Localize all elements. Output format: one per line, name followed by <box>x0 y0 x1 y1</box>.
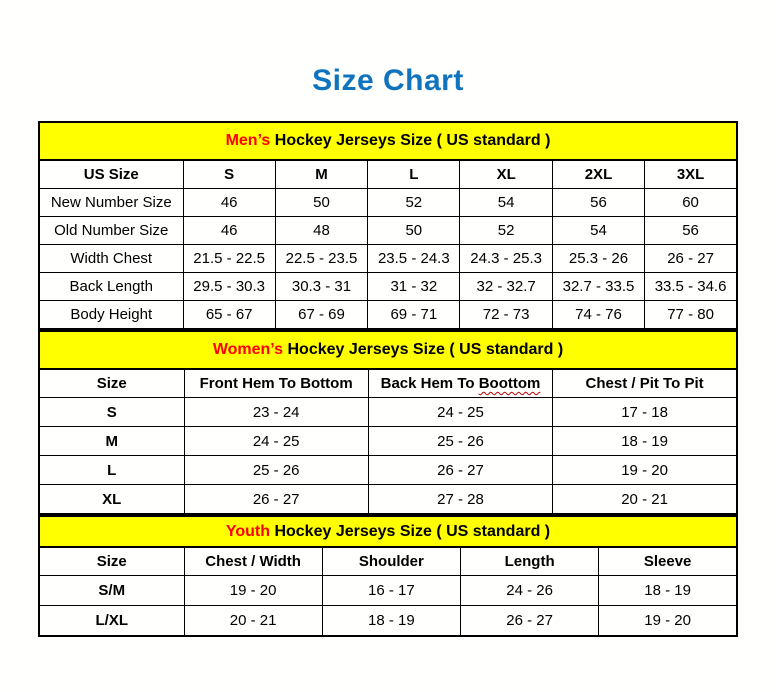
size-value-cell: 26 - 27 <box>461 606 599 637</box>
header-cell: 2XL <box>552 160 644 189</box>
size-value-cell: 26 - 27 <box>368 456 552 485</box>
size-value-cell: 69 - 71 <box>368 301 460 330</box>
table-row <box>39 606 737 637</box>
womens-banner-row <box>39 331 737 369</box>
size-value-cell: 19 - 20 <box>184 576 322 606</box>
size-value-cell: 30.3 - 31 <box>275 273 367 301</box>
table-row <box>39 427 737 456</box>
size-value-cell: 21.5 - 22.5 <box>183 245 275 273</box>
header-cell: M <box>275 160 367 189</box>
size-value-cell: 56 <box>552 189 644 217</box>
size-value-cell: 48 <box>275 217 367 245</box>
size-value-cell: 18 - 19 <box>553 427 737 456</box>
size-value-cell: 24 - 26 <box>461 576 599 606</box>
size-value-cell: 24.3 - 25.3 <box>460 245 552 273</box>
youth-banner-row <box>39 516 737 547</box>
size-value-cell: 22.5 - 23.5 <box>275 245 367 273</box>
size-value-cell: 33.5 - 34.6 <box>645 273 737 301</box>
header-cell: 3XL <box>645 160 737 189</box>
header-cell <box>368 369 552 398</box>
youth-banner-text: Hockey Jerseys Size ( US standard ) <box>270 522 551 540</box>
size-value-cell: 54 <box>460 189 552 217</box>
row-label: M <box>39 427 184 456</box>
tables-container <box>38 121 738 637</box>
header-cell: Front Hem To Bottom <box>184 369 368 398</box>
size-value-cell: 46 <box>183 189 275 217</box>
youth-banner-highlight: Youth <box>225 522 270 540</box>
row-label: L/XL <box>39 606 184 637</box>
size-value-cell: 26 - 27 <box>184 485 368 515</box>
header-cell: Size <box>39 369 184 398</box>
header-cell: Size <box>39 547 184 576</box>
size-value-cell: 20 - 21 <box>553 485 737 515</box>
womens-banner-highlight: Women’s <box>212 341 284 358</box>
table-row <box>39 398 737 427</box>
size-value-cell: 25 - 26 <box>368 427 552 456</box>
page-title: Size Chart <box>312 64 464 97</box>
mens-banner-row <box>39 122 737 160</box>
size-value-cell: 50 <box>275 189 367 217</box>
header-cell: US Size <box>39 160 183 189</box>
table-row <box>39 273 737 301</box>
size-value-cell: 32.7 - 33.5 <box>552 273 644 301</box>
youth-table-banner <box>39 516 737 547</box>
table-row <box>39 301 737 330</box>
mens-size-table <box>38 121 738 330</box>
size-value-cell: 23 - 24 <box>184 398 368 427</box>
header-cell: S <box>183 160 275 189</box>
mens-banner-highlight: Men’s <box>225 132 271 149</box>
header-cell: Sleeve <box>599 547 737 576</box>
row-label: S <box>39 398 184 427</box>
row-label: Body Height <box>39 301 183 330</box>
size-value-cell: 18 - 19 <box>322 606 460 637</box>
header-cell: Shoulder <box>322 547 460 576</box>
size-value-cell: 24 - 25 <box>184 427 368 456</box>
mens-header-row <box>39 160 737 189</box>
womens-banner-text: Hockey Jerseys Size ( US standard ) <box>283 341 564 358</box>
size-value-cell: 52 <box>368 189 460 217</box>
header-cell: L <box>368 160 460 189</box>
size-value-cell: 16 - 17 <box>322 576 460 606</box>
table-row <box>39 485 737 515</box>
size-value-cell: 18 - 19 <box>599 576 737 606</box>
row-label: Width Chest <box>39 245 183 273</box>
size-value-cell: 60 <box>645 189 737 217</box>
size-value-cell: 50 <box>368 217 460 245</box>
size-value-cell: 54 <box>552 217 644 245</box>
size-value-cell: 23.5 - 24.3 <box>368 245 460 273</box>
size-value-cell: 32 - 32.7 <box>460 273 552 301</box>
header-text: Back Hem To <box>380 375 479 392</box>
misspelled-word: Boottom <box>478 375 541 392</box>
table-row <box>39 576 737 606</box>
row-label: L <box>39 456 184 485</box>
size-value-cell: 67 - 69 <box>275 301 367 330</box>
size-value-cell: 31 - 32 <box>368 273 460 301</box>
table-row <box>39 217 737 245</box>
womens-table-banner <box>39 331 737 369</box>
size-value-cell: 74 - 76 <box>552 301 644 330</box>
size-value-cell: 25 - 26 <box>184 456 368 485</box>
size-value-cell: 77 - 80 <box>645 301 737 330</box>
size-value-cell: 26 - 27 <box>645 245 737 273</box>
row-label: Old Number Size <box>39 217 183 245</box>
size-value-cell: 19 - 20 <box>553 456 737 485</box>
size-value-cell: 52 <box>460 217 552 245</box>
size-value-cell: 27 - 28 <box>368 485 552 515</box>
size-value-cell: 20 - 21 <box>184 606 322 637</box>
size-value-cell: 46 <box>183 217 275 245</box>
youth-size-table <box>38 515 738 637</box>
row-label: S/M <box>39 576 184 606</box>
header-cell: XL <box>460 160 552 189</box>
table-row <box>39 245 737 273</box>
header-cell: Chest / Pit To Pit <box>553 369 737 398</box>
mens-table-banner <box>39 122 737 160</box>
table-row <box>39 189 737 217</box>
size-value-cell: 56 <box>645 217 737 245</box>
size-value-cell: 29.5 - 30.3 <box>183 273 275 301</box>
row-label: XL <box>39 485 184 515</box>
size-value-cell: 17 - 18 <box>553 398 737 427</box>
header-cell: Length <box>461 547 599 576</box>
size-value-cell: 19 - 20 <box>599 606 737 637</box>
size-value-cell: 65 - 67 <box>183 301 275 330</box>
header-cell: Chest / Width <box>184 547 322 576</box>
womens-size-table <box>38 330 738 515</box>
mens-banner-text: Hockey Jerseys Size ( US standard ) <box>270 132 551 149</box>
row-label: New Number Size <box>39 189 183 217</box>
size-value-cell: 24 - 25 <box>368 398 552 427</box>
youth-header-row <box>39 547 737 576</box>
size-value-cell: 72 - 73 <box>460 301 552 330</box>
row-label: Back Length <box>39 273 183 301</box>
table-row <box>39 456 737 485</box>
size-value-cell: 25.3 - 26 <box>552 245 644 273</box>
womens-header-row <box>39 369 737 398</box>
